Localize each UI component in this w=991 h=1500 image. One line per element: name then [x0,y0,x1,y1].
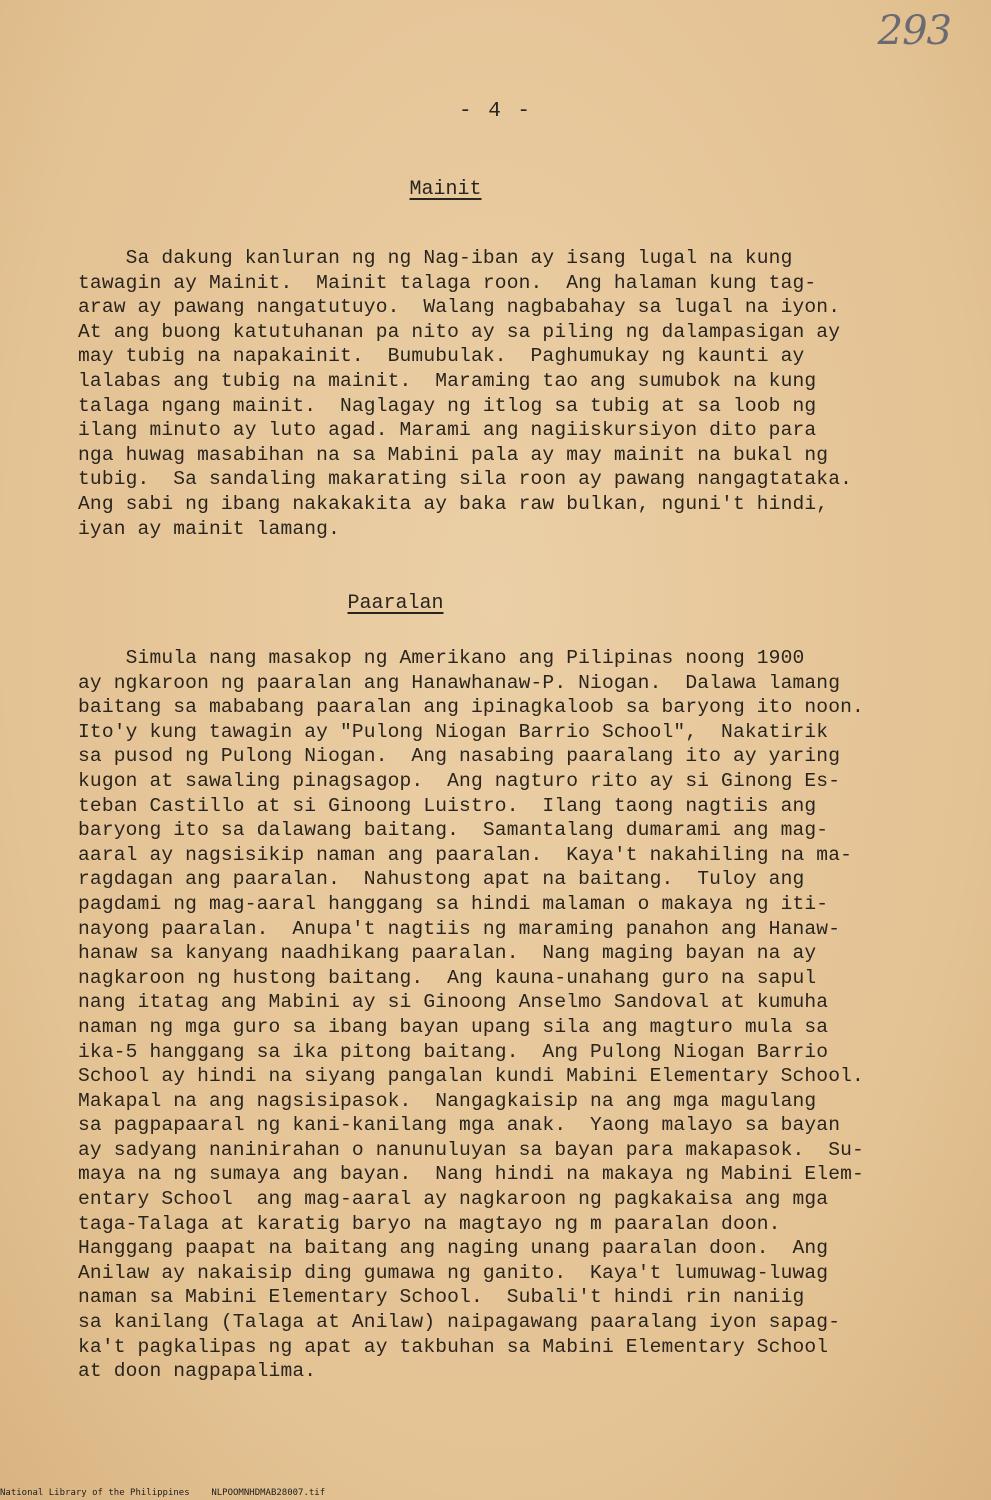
text-line: talaga ngang mainit. Naglagay ng itlog sa tubig at sa loob ng [78,394,817,417]
text-line: aaral ay nagsisikip naman ang paaralan. Kaya't nakahiling na ma- [78,843,853,866]
section-heading-mainit: Mainit [409,178,482,201]
text-line: ragdagan ang paaralan. Nahustong apat na baitang. Tuloy ang [78,868,805,891]
text-line: baryong ito sa dalawang baitang. Samantalang dumarami ang mag- [78,819,829,842]
text-line: School ay hindi na siyang pangalan kundi Mabini Elementary School. [78,1065,864,1088]
text-line: iyan ay mainit lamang. [78,517,340,540]
text-line: taga-Talaga at karatig baryo na magtayo ng m paaralan doon. [78,1212,781,1235]
section-heading-paaralan: Paaralan [347,592,444,615]
text-line: lalabas ang tubig na mainit. Maraming tao ang sumubok na kung [78,369,817,392]
text-line: Sa dakung kanluran ng ng Nag-iban ay isang lugal na kung [78,247,793,269]
text-line: naman sa Mabini Elementary School. Subali't hindi rin naniig [78,1286,805,1309]
text-line: At ang buong katutuhanan pa nito ay sa piling ng dalampasigan ay [78,320,841,343]
text-line: Hanggang paapat na baitang ang naging unang paaralan doon. Ang [78,1237,829,1260]
text-line: ay ngkaroon ng paaralan ang Hanawhanaw-P. Niogan. Dalawa lamang [78,671,841,694]
text-line: nga huwag masabihan na sa Mabini pala ay may mainit na bukal ng [78,443,829,466]
text-line: ka't pagkalipas ng apat ay takbuhan sa Mabini Elementary School [78,1335,829,1358]
text-line: ay sadyang naninirahan o nanunuluyan sa bayan para makapasok. Su- [78,1138,864,1161]
text-line: nagkaroon ng hustong baitang. Ang kauna-unahang guro na sapul [78,966,817,989]
text-line: baitang sa mababang paaralan ang ipinagkaloob sa baryong ito noon. [78,696,864,719]
folio-handwritten-number: 293 [877,8,951,54]
text-line: sa pusod ng Pulong Niogan. Ang nasabing paaralang ito ay yaring [78,745,841,768]
text-line: may tubig na napakainit. Bumubulak. Paghumukay ng kaunti ay [78,345,805,368]
text-line: ika-5 hanggang sa ika pitong baitang. Ang Pulong Niogan Barrio [78,1040,829,1063]
footer-archive: National Library of the Philippines [0,1488,190,1498]
paragraph-mainit [78,246,898,541]
text-line: teban Castillo at si Ginoong Luistro. Ilang taong nagtiis ang [78,794,817,817]
text-line: naman ng mga guro sa ibang bayan upang sila ang magturo mula sa [78,1015,829,1038]
text-line: kugon at sawaling pinagsagop. Ang nagturo rito ay si Ginong Es- [78,769,841,792]
text-line: pagdami ng mag-aaral hanggang sa hindi malaman o makaya ng iti- [78,892,829,915]
text-line: ilang minuto ay luto agad. Marami ang nagiiskursiyon dito para [78,419,817,442]
text-line: tawagin ay Mainit. Mainit talaga roon. Ang halaman kung tag- [78,271,817,294]
scan-footer [0,1488,325,1498]
text-line: sa pagpapaaral ng kani-kanilang mga anak. Yaong malayo sa bayan [78,1114,841,1137]
text-line: nang itatag ang Mabini ay si Ginoong Anselmo Sandoval at kumuha [78,991,829,1014]
text-line: maya na ng sumaya ang bayan. Nang hindi na makaya ng Mabini Elem- [78,1163,864,1186]
text-line: Ito'y kung tawagin ay "Pulong Niogan Barrio School", Nakatirik [78,720,829,743]
text-line: Makapal na ang nagsisipasok. Nangagkaisip na ang mga magulang [78,1089,817,1112]
text-line: at doon nagpapalima. [78,1360,317,1383]
text-line: hanaw sa kanyang naadhikang paaralan. Nang maging bayan na ay [78,942,817,965]
footer-filename: NLPOOMNHDMAB28007.tif [211,1488,326,1498]
text-line: Simula nang masakop ng Amerikano ang Pilipinas noong 1900 [78,647,805,669]
text-line: tubig. Sa sandaling makarating sila roon ay pawang nangagtataka. [78,468,853,491]
text-line: nayong paaralan. Anupa't nagtiis ng maraming panahon ang Hanaw- [78,917,841,940]
text-line: Ang sabi ng ibang nakakakita ay baka raw bulkan, nguni't hindi, [78,492,829,515]
paragraph-paaralan [78,646,898,1384]
text-line: entary School ang mag-aaral ay nagkaroon ng pagkakaisa ang mga [78,1188,829,1211]
text-line: araw ay pawang nangatutuyo. Walang nagbabahay sa lugal na iyon. [78,296,841,319]
text-line: sa kanilang (Talaga at Anilaw) naipagawang paaralang iyon sapag- [78,1311,841,1334]
page-number: - 4 - [458,100,532,123]
text-line: Anilaw ay nakaisip ding gumawa ng ganito. Kaya't lumuwag-luwag [78,1261,829,1284]
